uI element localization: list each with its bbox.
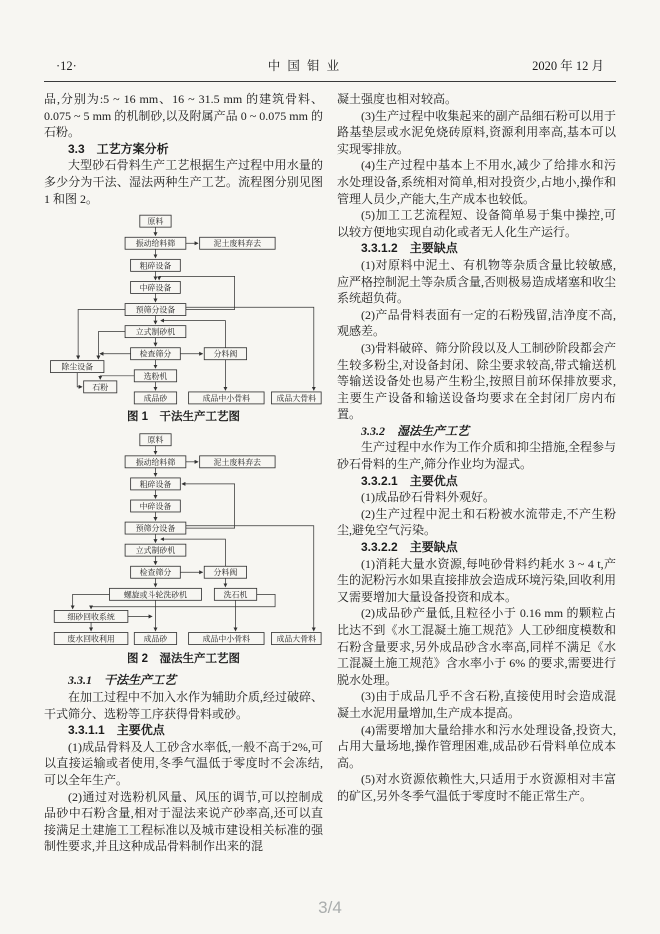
flow-node-label: 石粉	[91, 382, 108, 392]
paragraph: (2)成品砂产量低,且粒径小于 0.16 mm 的颗粒占比达不到《水工混凝土施工规范》人工砂细度模数和石粉含量要求,另外成品砂含水率高,同样不满足《水工混凝土施工规范》含水率小于 6% 的要求,需要进行脱水处理。	[337, 606, 616, 687]
issue-date: 2020 年 12 月	[532, 59, 604, 73]
paragraph: (5)加工工艺流程短、设备简单易于集中操控,可以较方便地实现自动化或者无人化生产运行。	[337, 208, 616, 239]
flow-node-label: 分料阀	[213, 567, 237, 577]
flow-node-label: 立式制砂机	[135, 327, 175, 337]
flow-node-label: 振动给料筛	[135, 457, 175, 467]
paragraph: (1)对原料中泥土、有机物等杂质含量比较敏感,应严格控制泥土等杂质含量,否则极易造成堵塞和收尘系统超负荷。	[337, 257, 617, 306]
flow-node-label: 分料阀	[213, 349, 237, 359]
journal-title: 中 国 钼 业	[267, 59, 342, 73]
section-heading-3-3-1-2: 3.3.1.2 主要缺点	[361, 241, 458, 256]
flow-node-label: 粗碎设备	[139, 479, 171, 489]
figure-1-caption: 图 1 干法生产工艺图	[126, 411, 241, 424]
page-header	[44, 56, 616, 82]
flow-node-label: 除尘设备	[60, 362, 93, 372]
left-column	[44, 91, 323, 855]
section-heading-3-3-1-1: 3.3.1.1 主要优点	[68, 723, 165, 738]
flow-node-label: 粗碎设备	[139, 261, 171, 271]
paragraph: 大型砂石骨料生产工艺根据生产过程中用水量的多少分为干法、湿法两种生产工艺。流程图分别见图 1 和图 2。	[44, 158, 323, 206]
flow-node-label: 成品大骨料	[275, 634, 316, 644]
flow-node-label: 泥土废料弃去	[213, 239, 261, 249]
flow-node-label: 成品砂	[143, 394, 167, 404]
section-heading-3-3-2-2: 3.3.2.2 主要缺点	[361, 540, 458, 555]
paragraph: (4)生产过程中基本上不用水,减少了给排水和污水处理设备,系统相对简单,相对投资少,占地小,操作和管理人员少,产能大,生产成本也较低。	[337, 158, 616, 206]
flow-node-label: 成品大骨料	[276, 394, 316, 404]
flow-node-label: 立式制砂机	[135, 545, 175, 555]
two-column-body	[44, 91, 616, 855]
flow-node-label: 成品砂	[143, 634, 167, 644]
flow-node-label: 成品中小骨料	[202, 634, 250, 644]
flow-node-label: 中碎设备	[139, 501, 171, 511]
flow-node-label: 成品中小骨料	[202, 394, 250, 404]
flow-node-label: 螺旋或斗轮洗砂机	[123, 590, 187, 600]
paragraph: (3)骨料破碎、筛分阶段以及人工制砂阶段都会产生较多粉尘,对设备封闭、除尘要求较高,带式输送机等输送设备处也易产生粉尘,按照目前环保排放要求,主要生产设备和输送设备均要求在全封闭厂房内布置。	[337, 340, 616, 422]
page-number: ·12·	[56, 59, 77, 73]
section-heading-3-3-2-1: 3.3.2.1 主要优点	[361, 473, 458, 488]
section-heading-3-3: 3.3 工艺方案分析	[68, 141, 169, 156]
flow-node-label: 检查筛分	[139, 349, 171, 359]
flow-node-label: 预筛分设备	[135, 305, 175, 315]
paragraph: (3)由于成品几乎不含石粉,直接使用时会造成混凝土水泥用量增加,生产成本提高。	[337, 689, 616, 720]
paragraph: 凝土强度也相对较高。	[337, 92, 458, 106]
paragraph: 品,分别为:5 ~ 16 mm、16 ~ 31.5 mm 的建筑骨料、0.075 ~ 5 mm 的机制砂,以及附属产品 0 ~ 0.075 mm 的石粉。	[44, 92, 323, 140]
flow-node-label: 振动给料筛	[135, 239, 175, 249]
paragraph: (1)成品骨料及人工砂含水率低,一般不高于2%,可以直接运输或者使用,冬季气温低于零度时不会冻结,可以全年生产。	[44, 739, 323, 787]
flow-node-label: 选粉机	[143, 371, 167, 381]
paragraph: (2)生产过程中泥土和石粉被水流带走,不产生粉尘,避免空气污染。	[337, 506, 616, 538]
figure-1-dry-process	[44, 212, 323, 426]
paragraph: (1)消耗大量水资源,每吨砂骨料约耗水 3 ~ 4 t,产生的泥粉污水如果直接排放会造成环境污染,回收利用又需要增加大量设备投资和成本。	[337, 556, 617, 604]
paragraph: (3)生产过程中收集起来的副产品细石粉可以用于路基垫层或水泥免烧砖原料,资源利用率高,基本可以实现零排放。	[337, 108, 616, 156]
figure-2-wet-process	[44, 431, 323, 668]
flow-node-label: 预筛分设备	[135, 523, 175, 533]
section-heading-3-3-1: 3.3.1 干法生产工艺	[68, 673, 177, 688]
figure-2-caption: 图 2 湿法生产工艺图	[126, 652, 241, 665]
pdf-page-indicator: 3/4	[318, 898, 342, 917]
paragraph: 生产过程中水作为工作介质和抑尘措施,全程参与砂石骨料的生产,筛分作业均为湿式。	[337, 440, 617, 472]
flow-node-label: 原料	[147, 217, 163, 227]
flow-node-label: 洗石机	[223, 590, 247, 600]
flow-node-label: 检查筛分	[139, 567, 171, 577]
flow-arrows	[72, 445, 313, 630]
flow-node-label: 中碎设备	[139, 283, 171, 293]
paragraph: (4)需要增加大量给排水和污水处理设备,投资大,占用大量场地,操作管理困难,成品砂石骨料单位成本高。	[337, 722, 616, 770]
section-heading-3-3-2: 3.3.2 湿法生产工艺	[361, 423, 470, 438]
flow-arrows	[77, 227, 314, 390]
paragraph: (5)对水资源依赖性大,只适用于水资源相对丰富的矿区,另外冬季气温低于零度时不能正常生产。	[337, 772, 616, 803]
wet-process-flowchart	[45, 431, 323, 650]
dry-process-flowchart	[45, 212, 323, 408]
flow-node-label: 细砂回收系统	[66, 612, 115, 622]
paragraph: (1)成品砂石骨料外观好。	[361, 490, 495, 505]
right-column	[337, 91, 616, 855]
flow-node-label: 原料	[147, 435, 163, 445]
paragraph: (2)通过对选粉机风量、风压的调节,可以控制成品砂中石粉含量,相对于湿法来说产砂率高,还可以直接满足土建施工工程标准以及城市建设相关标准的强制性要求,并且这种成品骨料制作出来的混	[44, 789, 323, 854]
flow-node-label: 废水回收利用	[66, 634, 115, 644]
paragraph: 在加工过程中不加入水作为辅助介质,经过破碎、干式筛分、选粉等工序获得骨料或砂。	[44, 689, 324, 721]
paragraph: (2)产品骨料表面有一定的石粉残留,洁净度不高,观感差。	[337, 307, 616, 339]
flow-node-label: 泥土废料弃去	[213, 457, 261, 467]
